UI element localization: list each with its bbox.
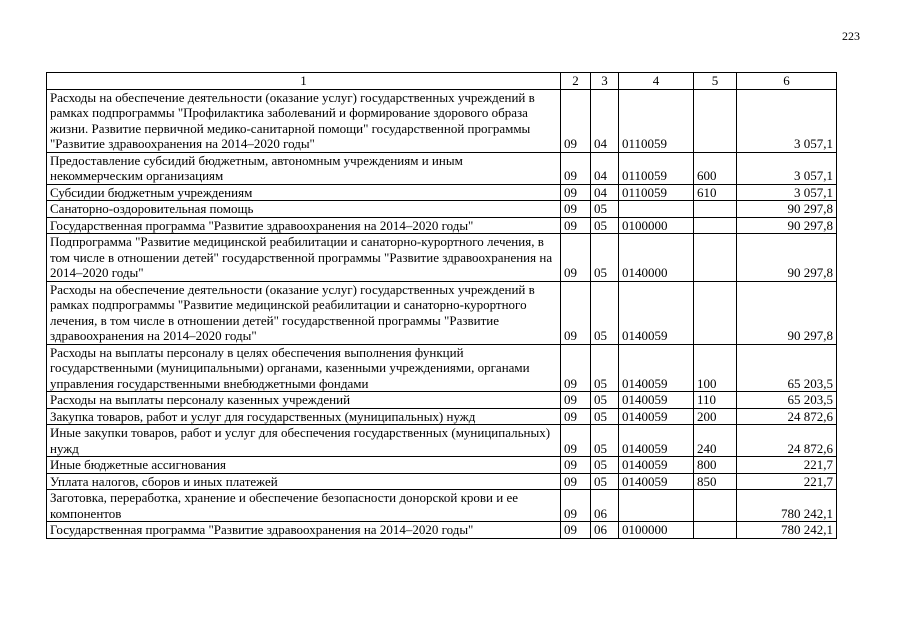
section-code-cell: 09 [561, 522, 591, 539]
table-body [47, 89, 837, 538]
amount-cell: 24 872,6 [737, 408, 837, 425]
section-code-cell: 09 [561, 473, 591, 490]
item-name-cell: Заготовка, переработка, хранение и обеспечение безопасности донорской крови и ее компонентов [47, 490, 561, 522]
target-article-cell [619, 201, 694, 218]
column-header: 2 [561, 73, 591, 90]
table-row [47, 408, 837, 425]
section-code-cell: 09 [561, 184, 591, 201]
subsection-code-cell: 05 [591, 408, 619, 425]
amount-cell: 3 057,1 [737, 184, 837, 201]
column-header: 4 [619, 73, 694, 90]
subsection-code-cell: 06 [591, 522, 619, 539]
table-row [47, 234, 837, 282]
expense-type-cell: 600 [694, 152, 737, 184]
amount-cell: 90 297,8 [737, 217, 837, 234]
budget-table [46, 72, 837, 539]
table-row [47, 281, 837, 344]
expense-type-cell [694, 490, 737, 522]
amount-cell: 221,7 [737, 457, 837, 474]
subsection-code-cell: 05 [591, 234, 619, 282]
table-header-row [47, 73, 837, 90]
expense-type-cell: 850 [694, 473, 737, 490]
item-name-cell: Уплата налогов, сборов и иных платежей [47, 473, 561, 490]
item-name-cell: Иные закупки товаров, работ и услуг для обеспечения государственных (муниципальных) нужд [47, 425, 561, 457]
item-name-cell: Субсидии бюджетным учреждениям [47, 184, 561, 201]
item-name-cell: Расходы на обеспечение деятельности (оказание услуг) государственных учреждений в рамках подпрограммы "Развитие медицинской реабилитации и санаторно-курортного лечения, в том числе в отношении детей" государственной программы "Развитие здравоохранения на 2014–2020 годы" [47, 281, 561, 344]
section-code-cell: 09 [561, 344, 591, 392]
item-name-cell: Предоставление субсидий бюджетным, автономным учреждениям и иным некоммерческим организациям [47, 152, 561, 184]
section-code-cell: 09 [561, 234, 591, 282]
subsection-code-cell: 05 [591, 425, 619, 457]
subsection-code-cell: 05 [591, 344, 619, 392]
item-name-cell: Расходы на выплаты персоналу казенных учреждений [47, 392, 561, 409]
item-name-cell: Подпрограмма "Развитие медицинской реабилитации и санаторно-курортного лечения, в том числе в отношении детей" государственной программы "Развитие здравоохранения на 2014–2020 годы" [47, 234, 561, 282]
subsection-code-cell: 06 [591, 490, 619, 522]
section-code-cell: 09 [561, 152, 591, 184]
target-article-cell: 0110059 [619, 89, 694, 152]
column-header: 1 [47, 73, 561, 90]
target-article-cell: 0140000 [619, 234, 694, 282]
target-article-cell: 0140059 [619, 344, 694, 392]
expense-type-cell: 800 [694, 457, 737, 474]
subsection-code-cell: 05 [591, 473, 619, 490]
subsection-code-cell: 05 [591, 392, 619, 409]
table-row [47, 522, 837, 539]
target-article-cell: 0140059 [619, 408, 694, 425]
expense-type-cell [694, 201, 737, 218]
target-article-cell: 0100000 [619, 522, 694, 539]
target-article-cell: 0140059 [619, 281, 694, 344]
item-name-cell: Иные бюджетные ассигнования [47, 457, 561, 474]
item-name-cell: Государственная программа "Развитие здравоохранения на 2014–2020 годы" [47, 217, 561, 234]
table-row [47, 89, 837, 152]
section-code-cell: 09 [561, 425, 591, 457]
table-row [47, 344, 837, 392]
section-code-cell: 09 [561, 392, 591, 409]
amount-cell: 90 297,8 [737, 281, 837, 344]
amount-cell: 24 872,6 [737, 425, 837, 457]
amount-cell: 780 242,1 [737, 522, 837, 539]
table-row [47, 473, 837, 490]
target-article-cell: 0100000 [619, 217, 694, 234]
section-code-cell: 09 [561, 201, 591, 218]
amount-cell: 3 057,1 [737, 89, 837, 152]
target-article-cell: 0110059 [619, 152, 694, 184]
item-name-cell: Закупка товаров, работ и услуг для государственных (муниципальных) нужд [47, 408, 561, 425]
subsection-code-cell: 05 [591, 457, 619, 474]
item-name-cell: Государственная программа "Развитие здравоохранения на 2014–2020 годы" [47, 522, 561, 539]
expense-type-cell [694, 89, 737, 152]
amount-cell: 3 057,1 [737, 152, 837, 184]
section-code-cell: 09 [561, 89, 591, 152]
target-article-cell: 0140059 [619, 457, 694, 474]
target-article-cell: 0140059 [619, 473, 694, 490]
table-row [47, 392, 837, 409]
item-name-cell: Расходы на обеспечение деятельности (оказание услуг) государственных учреждений в рамках подпрограммы "Профилактика заболеваний и формирование здорового образа жизни. Развитие первичной медико-санитарной помощи" государственной программы "Развитие здравоохранения на 2014–2020 годы" [47, 89, 561, 152]
table-row [47, 217, 837, 234]
expense-type-cell: 240 [694, 425, 737, 457]
expense-type-cell: 110 [694, 392, 737, 409]
expense-type-cell: 200 [694, 408, 737, 425]
target-article-cell: 0140059 [619, 425, 694, 457]
expense-type-cell [694, 281, 737, 344]
page-number: 223 [842, 29, 860, 43]
amount-cell: 780 242,1 [737, 490, 837, 522]
section-code-cell: 09 [561, 490, 591, 522]
table-row [47, 490, 837, 522]
section-code-cell: 09 [561, 457, 591, 474]
subsection-code-cell: 05 [591, 217, 619, 234]
subsection-code-cell: 05 [591, 201, 619, 218]
table-row [47, 457, 837, 474]
expense-type-cell [694, 234, 737, 282]
amount-cell: 90 297,8 [737, 234, 837, 282]
table-row [47, 425, 837, 457]
target-article-cell [619, 490, 694, 522]
table-row [47, 184, 837, 201]
table-row [47, 152, 837, 184]
target-article-cell: 0110059 [619, 184, 694, 201]
expense-type-cell: 610 [694, 184, 737, 201]
amount-cell: 65 203,5 [737, 344, 837, 392]
expense-type-cell [694, 217, 737, 234]
section-code-cell: 09 [561, 217, 591, 234]
target-article-cell: 0140059 [619, 392, 694, 409]
section-code-cell: 09 [561, 408, 591, 425]
item-name-cell: Расходы на выплаты персоналу в целях обеспечения выполнения функций государственными (муниципальными) органами, казенными учреждениями, органами управления государственными внебюджетными фондами [47, 344, 561, 392]
subsection-code-cell: 04 [591, 184, 619, 201]
amount-cell: 221,7 [737, 473, 837, 490]
column-header: 5 [694, 73, 737, 90]
amount-cell: 90 297,8 [737, 201, 837, 218]
subsection-code-cell: 04 [591, 89, 619, 152]
subsection-code-cell: 04 [591, 152, 619, 184]
subsection-code-cell: 05 [591, 281, 619, 344]
item-name-cell: Санаторно-оздоровительная помощь [47, 201, 561, 218]
amount-cell: 65 203,5 [737, 392, 837, 409]
expense-type-cell: 100 [694, 344, 737, 392]
column-header: 3 [591, 73, 619, 90]
column-header: 6 [737, 73, 837, 90]
section-code-cell: 09 [561, 281, 591, 344]
table-row [47, 201, 837, 218]
expense-type-cell [694, 522, 737, 539]
